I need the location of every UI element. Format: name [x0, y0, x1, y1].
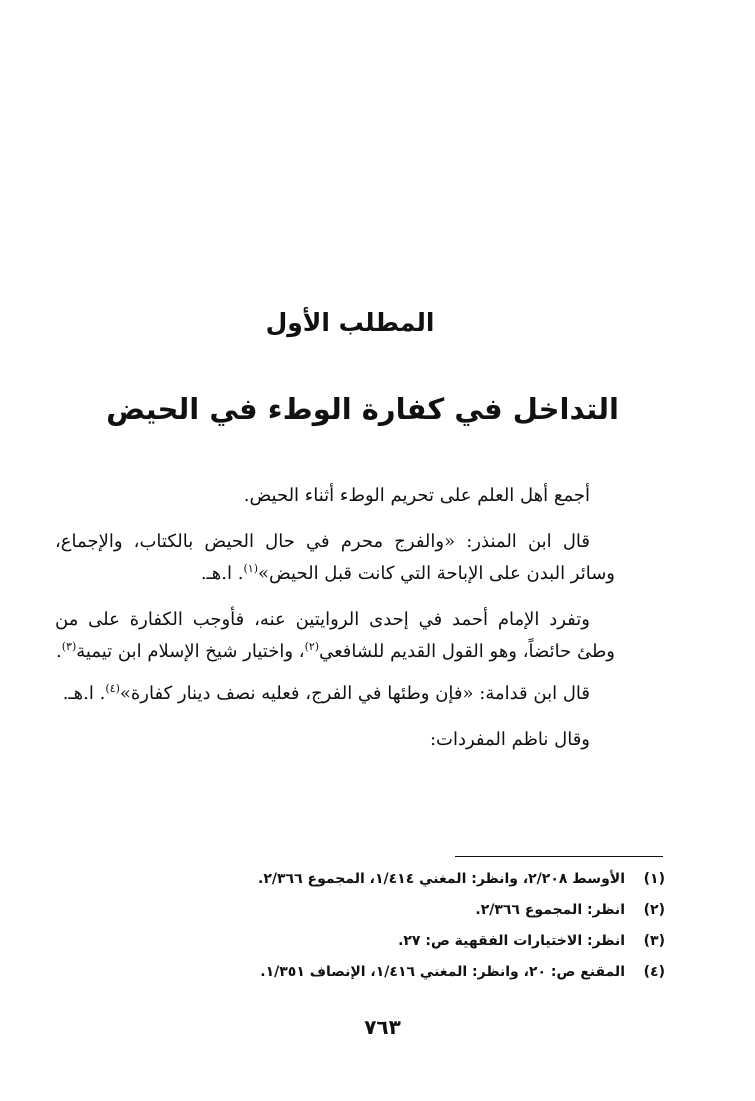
body-text — [55, 480, 615, 770]
footnote-number: (٣) — [643, 933, 665, 949]
footnote-3 — [65, 926, 665, 957]
footnote-number: (٢) — [643, 902, 665, 918]
footnote-text: المقنع ص: ٢٠، وانظر: المغني ١/٤١٦، الإنصاف ١/٣٥١. — [260, 964, 625, 980]
footnote-2 — [65, 895, 665, 926]
paragraph-5: وقال ناظم المفردات: — [429, 729, 590, 750]
footnote-text: انظر: المجموع ٢/٣٦٦. — [475, 902, 625, 918]
section-label: المطلب الأول — [265, 308, 435, 337]
footnote-text: الأوسط ٢/٢٠٨، وانظر: المغني ١/٤١٤، المجموع ٢/٣٦٦. — [258, 871, 625, 887]
footnote-separator — [455, 856, 663, 857]
paragraph-1: أجمع أهل العلم على تحريم الوطء أثناء الحيض. — [243, 485, 590, 506]
footnote-text: انظر: الاختيارات الفقهية ص: ٢٧. — [398, 933, 625, 949]
paragraph-4-text: قال ابن قدامة: «فإن وطئها في الفرج، فعليه نصف دينار كفارة» — [119, 683, 590, 704]
paragraph-4 — [55, 678, 615, 710]
footnotes — [65, 864, 665, 988]
paragraph-4-tail: . ا.هـ. — [62, 683, 106, 704]
footnote-number: (٤) — [643, 964, 665, 980]
paragraph-3-tail: . — [56, 641, 62, 662]
footnote-ref-3[interactable]: (٣) — [61, 640, 77, 653]
paragraph-2-tail: . ا.هـ. — [200, 563, 244, 584]
paragraph-2 — [55, 526, 615, 590]
paragraph-2-text: قال ابن المنذر: «والفرج محرم في حال الحيض بالكتاب، والإجماع، وسائر البدن على الإباحة التي كانت قبل الحيض» — [55, 531, 615, 584]
paragraph-3-text-b: ، واختيار شيخ الإسلام ابن تيمية — [76, 641, 305, 662]
footnote-4 — [65, 957, 665, 988]
footnote-number: (١) — [643, 871, 665, 887]
paragraph-3-text-a: وتفرد الإمام أحمد في إحدى الروايتين عنه، فأوجب الكفارة على من وطئ حائضاً، وهو القول القديم للشافعي — [55, 609, 615, 662]
footnote-ref-2[interactable]: (٢) — [304, 640, 320, 653]
footnote-ref-4[interactable]: (٤) — [105, 682, 120, 695]
footnote-1 — [65, 864, 665, 895]
chapter-title: التداخل في كفارة الوطء في الحيض — [106, 392, 619, 426]
paragraph-3 — [55, 604, 615, 668]
page-number: ٧٦٣ — [364, 1015, 401, 1039]
footnote-ref-1[interactable]: (١) — [243, 562, 258, 575]
